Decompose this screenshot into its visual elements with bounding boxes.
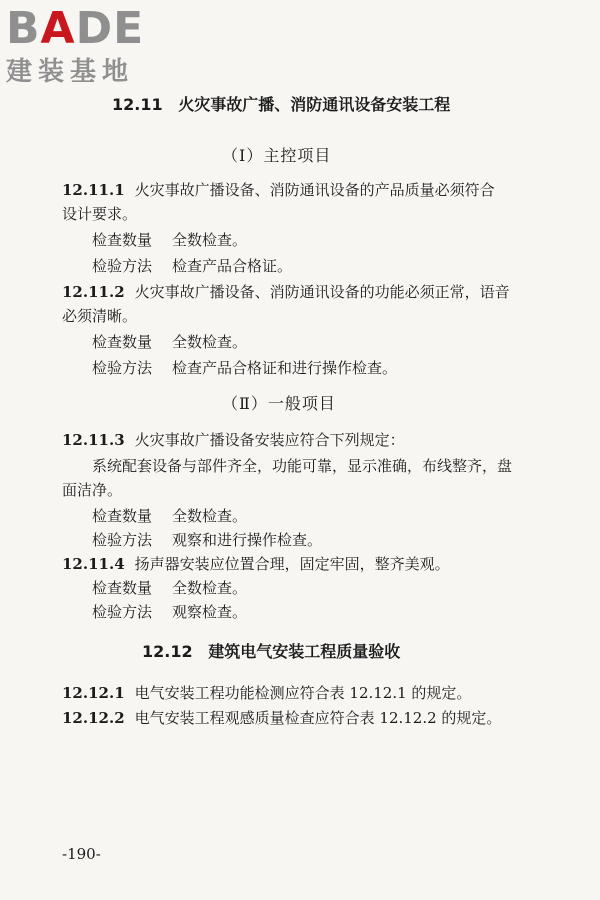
quantity-value: 全数检查。 (172, 231, 248, 249)
clause-12-11-1-quantity (92, 230, 247, 250)
clause-12-12-2 (62, 708, 501, 728)
method-value: 观察检查。 (172, 603, 248, 621)
clause-12-11-4-quantity (92, 578, 247, 598)
method-label: 检验方法 (92, 531, 153, 549)
logo-subtitle: 建装基地 (6, 57, 135, 87)
clause-text: 电气安装工程观感质量检查应符合表 12.12.2 的规定。 (134, 709, 502, 727)
section-title: 建筑电气安装工程质量验收 (208, 642, 401, 661)
clause-12-11-1-line1 (62, 180, 495, 200)
clause-12-11-3-quantity (92, 506, 247, 526)
method-value: 检查产品合格证。 (172, 257, 293, 275)
clause-12-11-1-method (92, 256, 292, 276)
section-title: 火灾事故广播、消防通讯设备安装工程 (178, 95, 451, 114)
clause-12-11-4-line1 (62, 554, 450, 574)
method-value: 观察和进行操作检查。 (172, 531, 323, 549)
group-heading-main-items: （Ⅰ）主控项目 (222, 146, 332, 165)
quantity-value: 全数检查。 (172, 333, 248, 351)
clause-12-11-3-method (92, 530, 322, 550)
method-label: 检验方法 (92, 257, 153, 275)
clause-number: 12.11.2 (62, 283, 125, 301)
section-heading-12-12 (142, 642, 400, 662)
logo-accent-letter: A (40, 3, 76, 54)
section-number: 12.11 (112, 95, 163, 114)
method-value: 检查产品合格证和进行操作检查。 (172, 359, 398, 377)
logo (6, 4, 144, 86)
method-label: 检验方法 (92, 359, 153, 377)
clause-12-11-2-quantity (92, 332, 247, 352)
section-number: 12.12 (142, 642, 193, 661)
group-heading-general-items: （Ⅱ）一般项目 (222, 394, 336, 413)
clause-text: 火灾事故广播设备、消防通讯设备的产品质量必须符合 (134, 181, 495, 199)
quantity-label: 检查数量 (92, 579, 153, 597)
quantity-value: 全数检查。 (172, 579, 248, 597)
clause-number: 12.12.2 (62, 709, 125, 727)
section-heading-12-11 (112, 95, 450, 115)
clause-number: 12.12.1 (62, 684, 125, 702)
method-label: 检验方法 (92, 603, 153, 621)
page-number: -190- (62, 845, 101, 863)
clause-text: 火灾事故广播设备、消防通讯设备的功能必须正常，语音 (134, 283, 510, 301)
quantity-label: 检查数量 (92, 507, 153, 525)
clause-12-11-2-method (92, 358, 397, 378)
clause-12-12-1 (62, 683, 471, 703)
clause-12-11-3-line2: 系统配套设备与部件齐全，功能可靠，显示准确，布线整齐，盘 (92, 457, 513, 475)
clause-number: 12.11.3 (62, 431, 125, 449)
logo-wordmark: BADE (6, 3, 145, 54)
clause-12-11-3-line3: 面洁净。 (62, 481, 123, 499)
quantity-value: 全数检查。 (172, 507, 248, 525)
clause-text: 火灾事故广播设备安装应符合下列规定： (134, 431, 405, 449)
clause-12-11-1-line2: 设计要求。 (62, 205, 138, 223)
clause-12-11-2-line2: 必须清晰。 (62, 307, 138, 325)
clause-text: 电气安装工程功能检测应符合表 12.12.1 的规定。 (134, 684, 472, 702)
clause-text: 扬声器安装应位置合理，固定牢固，整齐美观。 (134, 555, 450, 573)
clause-12-11-4-method (92, 602, 247, 622)
clause-12-11-2-line1 (62, 282, 510, 302)
quantity-label: 检查数量 (92, 333, 153, 351)
clause-number: 12.11.1 (62, 181, 125, 199)
clause-number: 12.11.4 (62, 555, 125, 573)
quantity-label: 检查数量 (92, 231, 153, 249)
clause-12-11-3-line1 (62, 430, 405, 450)
